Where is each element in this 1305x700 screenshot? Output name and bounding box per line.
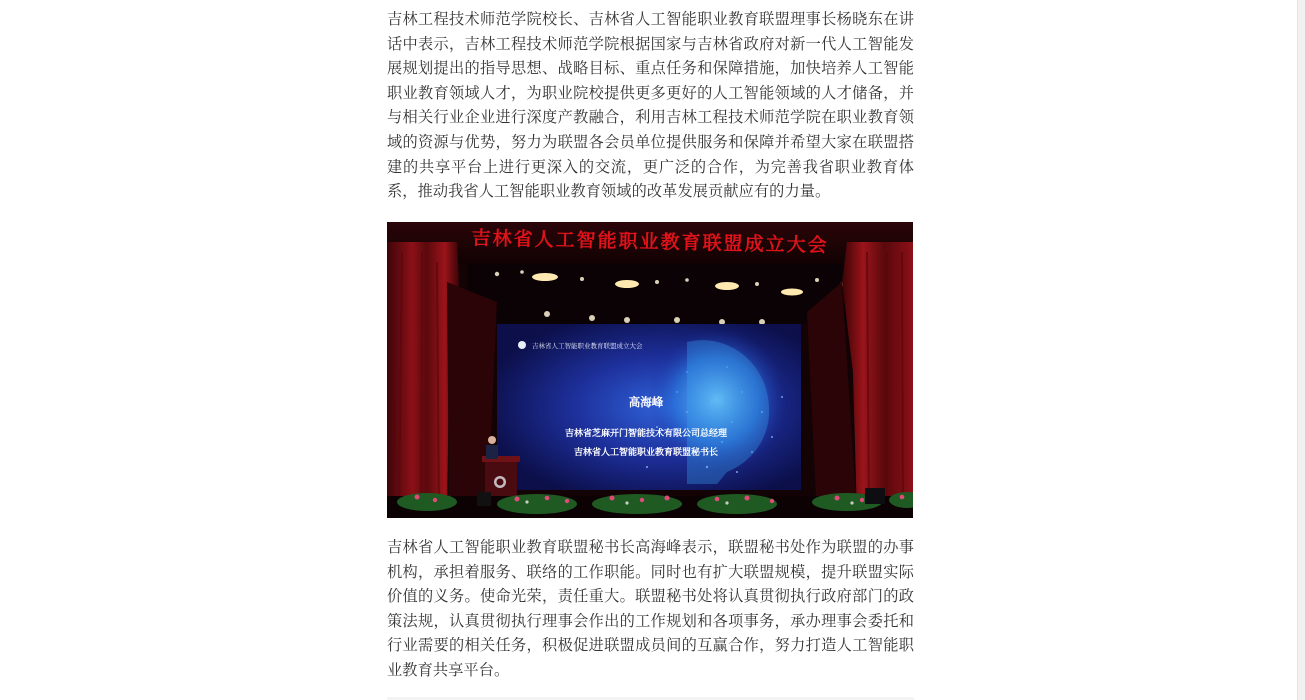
conference-stage-image: [387, 222, 913, 518]
screen-speaker-title-2: 吉林省人工智能职业教育联盟秘书长: [573, 448, 719, 458]
vertical-scrollbar[interactable]: [1297, 0, 1305, 700]
screen-speaker-title-1: 吉林省芝麻开门智能技术有限公司总经理: [564, 429, 728, 439]
stage-banner-text: 吉林省人工智能职业教育联盟成立大会: [471, 227, 829, 257]
article-paragraph: 吉林工程技术师范学院校长、吉林省人工智能职业教育联盟理事长杨晓东在讲话中表示，吉林工程技术师范学院根据国家与吉林省政府对新一代人工智能发展规划提出的指导思想、战略目标、重点任务和保障措施，加快培养人工智能职业教育领域人才，为职业院校提供更多更好的人工智能领域的人才储备，并与相关行业企业进行深度产教融合，利用吉林工程技术师范学院在职业教育领域的资源与优势，努力为联盟各会员单位提供服务和保障并希望大家在联盟搭建的共享平台上进行更深入的交流，更广泛的合作，为完善我省职业教育体系，推动我省人工智能职业教育领域的改革发展贡献应有的力量。: [387, 10, 914, 201]
article-paragraph: 吉林省人工智能职业教育联盟秘书长高海峰表示，联盟秘书处作为联盟的办事机构，承担着服务、联络的工作职能。同时也有扩大联盟规模，提升联盟实际价值的义务。使命光荣，责任重大。联盟秘书处将认真贯彻执行政府部门的政策法规，认真贯彻执行理事会作出的工作规划和各项事务，承办理事会委托和行业需要的相关任务，积极促进联盟成员间的互赢合作，努力打造人工智能职业教育共享平台。: [387, 538, 914, 679]
screen-header-text: 吉林省人工智能职业教育联盟成立大会: [532, 342, 643, 350]
screen-speaker-name: 高海峰: [628, 395, 664, 409]
article-photo: [387, 222, 913, 518]
